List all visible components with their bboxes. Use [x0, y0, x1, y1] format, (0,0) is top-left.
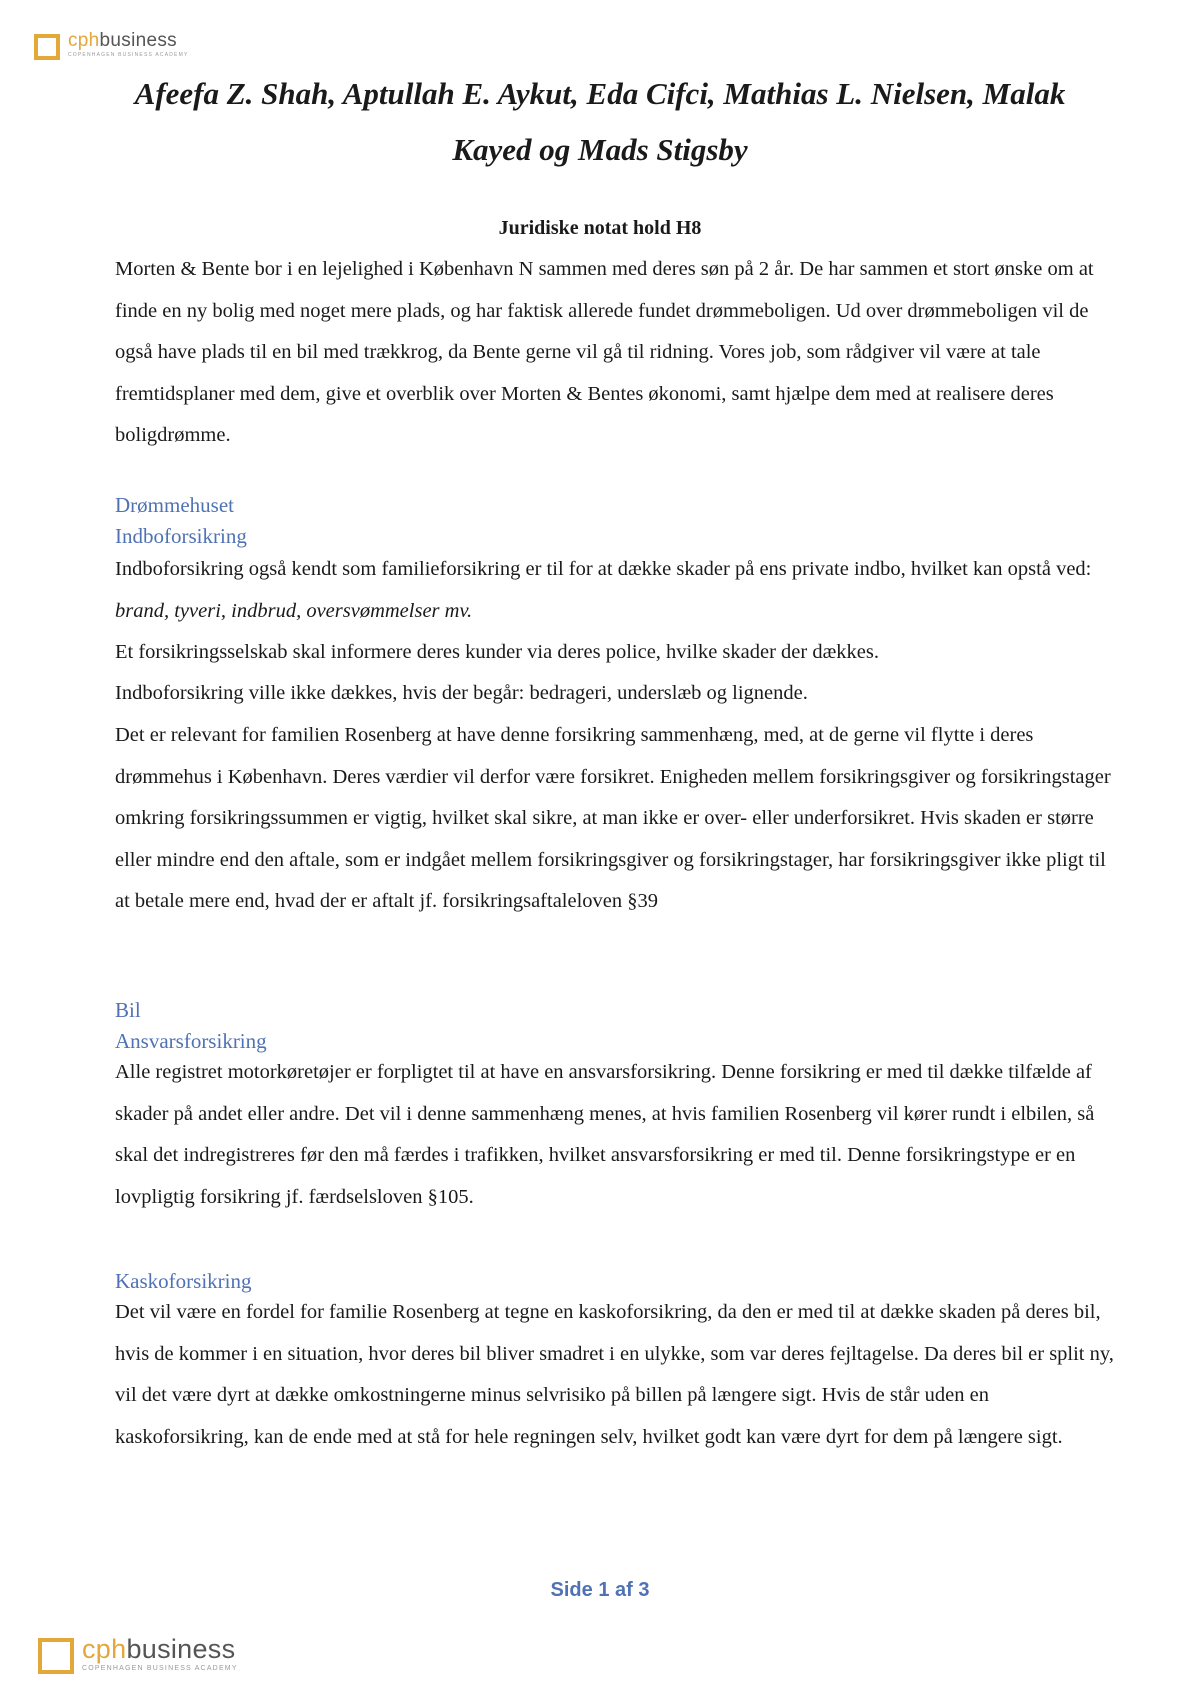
logo-tagline: COPENHAGEN BUSINESS ACADEMY — [82, 1665, 238, 1672]
logo-wordmark: cphbusiness — [82, 1634, 236, 1664]
document-title: Juridiske notat hold H8 — [498, 217, 702, 239]
logo-square-icon — [34, 34, 60, 60]
house-paragraph-4: Det er relevant for familien Rosenberg at have denne forsikring sammenhæng, med, at de gerne vil flytte i deres drømmehus i København. Deres værdier vil derfor være forsikret. Enigheden mellem forsikringsgiver og forsikringstager omkring forsikringssummen er vigtig, hvilket skal sikre, at man ikke er over- eller underforsikret. Hvis skaden er større eller mindre end den aftale, som er indgået mellem forsikringsgiver og forsikringstager, har forsikringsgiver ikke pligt til at betale mere end, hvad der er aftalt jf. forsikringsaftaleloven §39 — [115, 724, 1111, 912]
house-paragraph-1-italic: brand, tyveri, indbrud, oversvømmelser mv. — [115, 599, 473, 622]
intro-paragraph: Morten & Bente bor i en lejelighed i København N sammen med deres søn på 2 år. De har sammen et stort ønske om at finde en ny bolig med noget mere plads, og har faktisk allerede fundet drømmeboligen. Ud over drømmeboligen vil de også have plads til en bil med trækkrog, da Bente gerne vil gå til ridning. Vores job, som rådgiver vil være at tale fremtidsplaner med dem, give et overblik over Morten & Bentes økonomi, samt hjælpe dem med at realisere deres boligdrømme. — [115, 258, 1094, 446]
cphbusiness-logo-bottom — [38, 1634, 238, 1674]
car-paragraph-1: Alle registret motorkøretøjer er forpligtet til at have en ansvarsforsikring. Denne forsikring er med til dække tilfælde af skader på andet eller andre. Det vil i denne sammenhæng menes, at hvis familien Rosenberg vil kører rundt i elbilen, så skal det indregistreres før den må færdes i trafikken, hvilket ansvarsforsikring er med til. Denne forsikringstype er en lovpligtig forsikring jf. færdselsloven §105. — [115, 1061, 1095, 1208]
house-paragraph-1: Indboforsikring også kendt som familieforsikring er til for at dække skader på ens private indbo, hvilket kan opstå ved: brand, tyveri, indbrud, oversvømmelser mv. — [115, 558, 1092, 622]
subheading-indboforsikring: Indboforsikring — [115, 524, 247, 548]
cphbusiness-logo-top — [34, 30, 188, 60]
page-number: Side 1 af 3 — [550, 1579, 650, 1601]
section-heading-car: Bil — [115, 998, 141, 1022]
subheading-kaskoforsikring: Kaskoforsikring — [115, 1269, 252, 1293]
logo-wordmark: cphbusiness — [68, 30, 177, 51]
house-paragraph-3: Indboforsikring ville ikke dækkes, hvis der begår: bedrageri, underslæb og lignende. — [115, 682, 808, 704]
section-heading-house: Drømmehuset — [115, 493, 234, 517]
subheading-ansvarsforsikring: Ansvarsforsikring — [115, 1029, 267, 1053]
authors-heading: Afeefa Z. Shah, Aptullah E. Aykut, Eda Cifci, Mathias L. Nielsen, Malak Kayed og Mads Stigsby — [134, 76, 1066, 167]
house-paragraph-2: Et forsikringsselskab skal informere deres kunder via deres police, hvilke skader der dækkes. — [115, 641, 879, 663]
car-paragraph-2: Det vil være en fordel for familie Rosenberg at tegne en kaskoforsikring, da den er med til at dække skaden på deres bil, hvis de kommer i en situation, hvor deres bil bliver smadret i en ulykke, som var deres fejltagelse. Da deres bil er split ny, vil det være dyrt at dække omkostningerne minus selvrisiko på billen på længere sigt. Hvis de står uden en kaskoforsikring, kan de ende med at stå for hele regningen selv, hvilket godt kan være dyrt for dem på længere sigt. — [115, 1301, 1114, 1448]
logo-square-icon — [38, 1638, 74, 1674]
logo-tagline: COPENHAGEN BUSINESS ACADEMY — [68, 52, 189, 58]
